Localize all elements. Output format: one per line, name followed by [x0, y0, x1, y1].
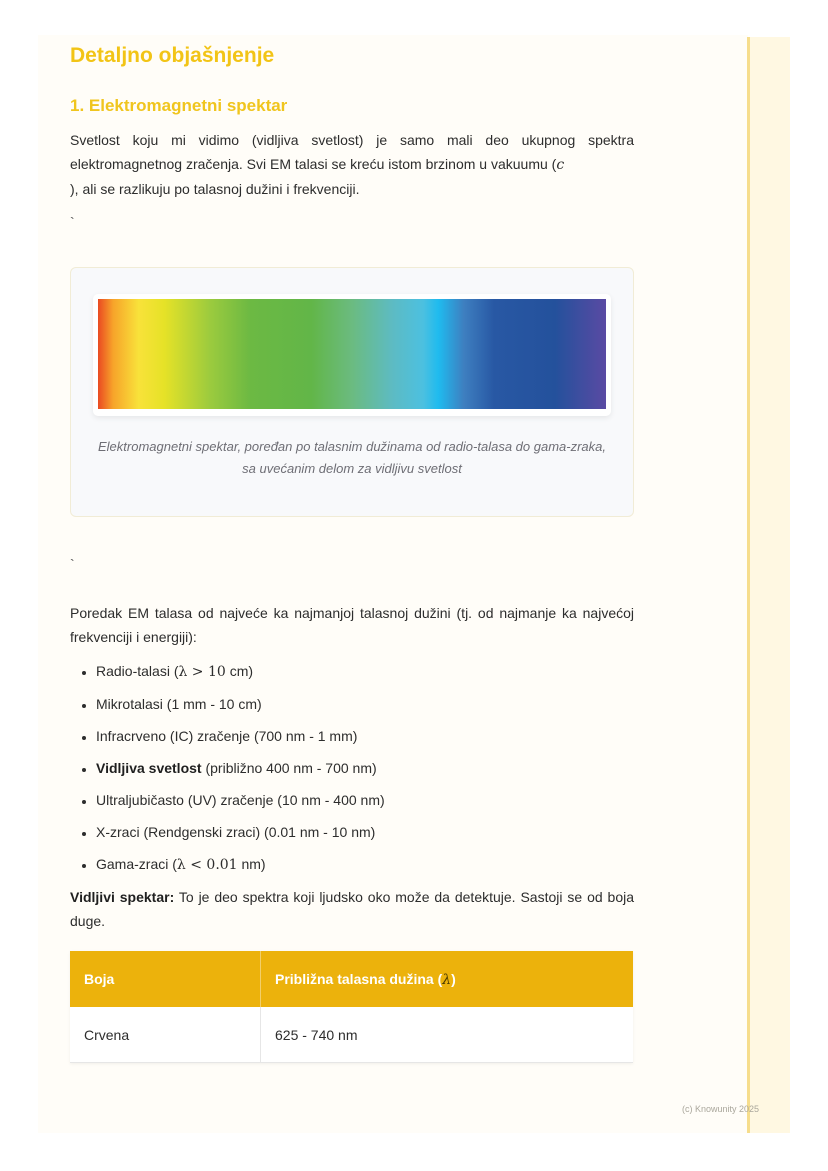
table-cell-color: Crvena	[70, 1007, 261, 1063]
list-item: • Mikrotalasi (1 mm - 10 cm)	[96, 692, 634, 716]
table-header-wavelength: Približna talasna dužina (λ)	[261, 951, 634, 1007]
list-item: • Infracrveno (IC) zračenje (700 nm - 1 mm)	[96, 724, 634, 748]
list-item: • Radio-talasi (λ > 10 cm)	[96, 659, 634, 684]
speed-of-light-symbol: c	[556, 157, 565, 173]
lambda-symbol: λ	[442, 971, 452, 988]
table-header-row	[70, 951, 633, 1007]
visible-spectrum-paragraph: Vidljivi spektar: To je deo spektra koji ljudsko oko može da detektuje. Sastoji se od boja duge.	[70, 889, 634, 929]
color-wavelength-table	[70, 951, 633, 1063]
list-item: • X-zraci (Rendgenski zraci) (0.01 nm - 10 nm)	[96, 820, 634, 844]
figure-caption: Elektromagnetni spektar, poređan po talasnim dužinama od radio-talasa do gama-zraka, sa uvećanim delom za vidljivu svetlost	[97, 439, 606, 476]
spectrum-figure	[70, 267, 634, 517]
order-paragraph: Poredak EM talasa od najveće ka najmanjoj talasnoj dužini (tj. od najmanje ka najvećoj frekvenciji i energiji):	[70, 605, 634, 645]
table-row	[70, 1007, 633, 1063]
side-panel	[750, 37, 790, 1133]
intro-paragraph: Svetlost koju mi vidimo (vidljiva svetlost) je samo mali deo ukupnog spektra elektromagnetnog zračenja. Svi EM talasi se kreću istom brzinom u vakuumu (c ), ali se razlikuju po talasnoj dužini i frekvenciji.	[70, 132, 634, 197]
stray-backtick: `	[70, 214, 75, 230]
section-heading: 1. Elektromagnetni spektar	[70, 96, 288, 115]
table-cell-wavelength: 625 - 740 nm	[261, 1007, 634, 1063]
spectrum-image-frame	[93, 294, 611, 416]
stray-backtick: `	[70, 556, 75, 572]
em-wave-list	[70, 659, 634, 877]
table-header-color: Boja	[70, 951, 261, 1007]
list-item: • Ultraljubičasto (UV) zračenje (10 nm - 400 nm)	[96, 788, 634, 812]
list-item: • Gama-zraci (λ < 0.01 nm)	[96, 852, 634, 877]
document-content	[70, 40, 634, 1063]
page-title: Detaljno objašnjenje	[70, 44, 275, 67]
spectrum-gradient-image	[98, 299, 606, 409]
visible-spectrum-label: Vidljivi spektar:	[70, 889, 175, 905]
list-item: • Vidljiva svetlost (približno 400 nm - 700 nm)	[96, 756, 634, 780]
copyright-footer: (c) Knowunity 2025	[682, 1104, 760, 1114]
